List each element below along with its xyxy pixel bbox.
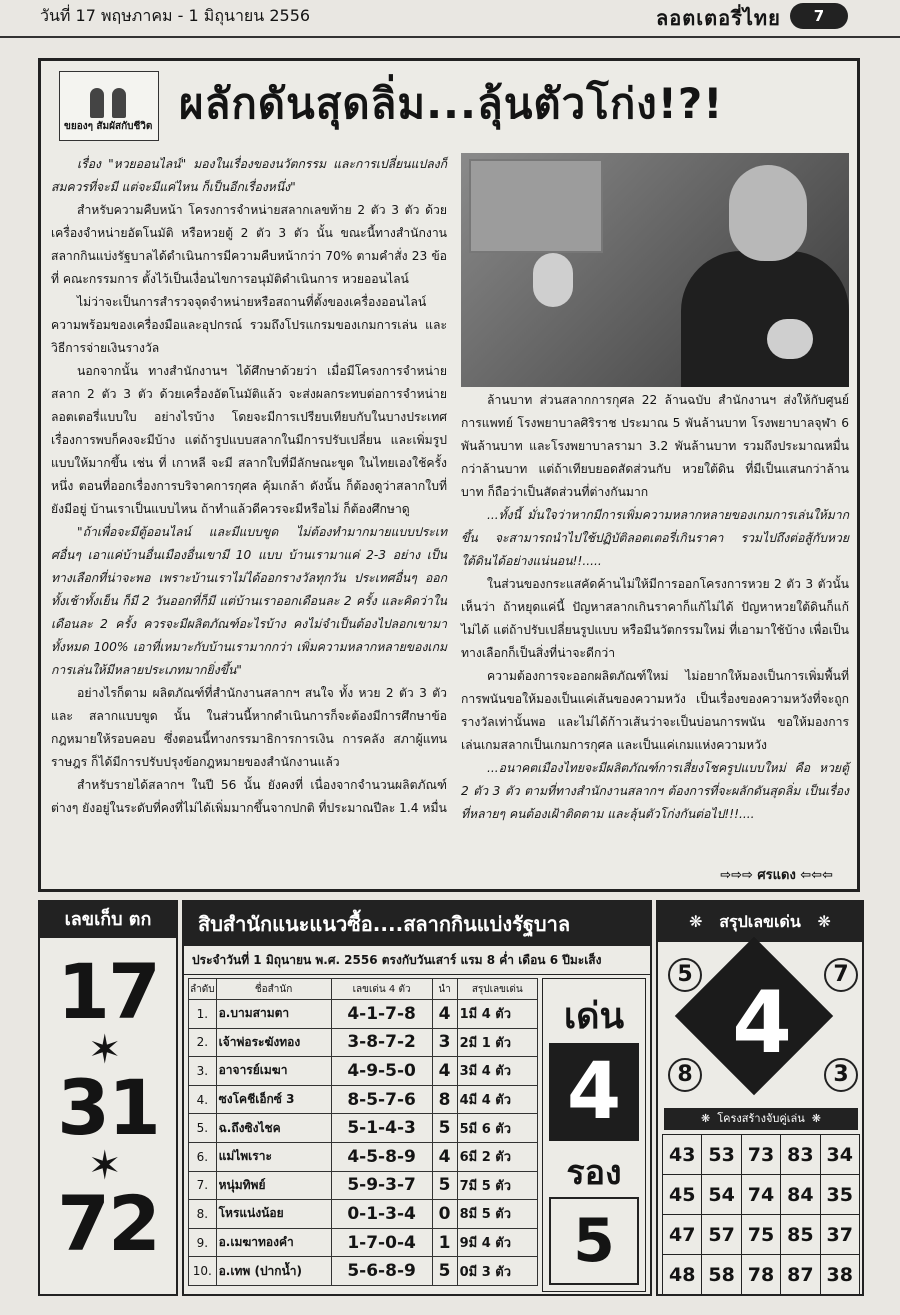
author-signature: ⇨⇨⇨ ศรแดง ⇦⇦⇦ (720, 868, 833, 883)
lucky-numbers: 5-1-4-3 (331, 1114, 432, 1143)
digit-summary: 5มี 6 ตัว (457, 1114, 537, 1143)
summary-title-text: สรุปเลขเด่น (719, 912, 801, 931)
ten-schools-title: สิบสำนักแนะแนวซื้อ....สลากกินแบ่งรัฐบาล (184, 902, 650, 946)
ten-schools-box (182, 900, 652, 1296)
lead-digit: 4 (432, 1057, 457, 1086)
pair-number: 38 (820, 1255, 859, 1295)
table-row (189, 1142, 538, 1171)
lead-digit: 5 (432, 1257, 457, 1286)
column-logo (59, 71, 159, 141)
row-number: 8. (189, 1200, 217, 1229)
table-header: ชื่อสำนัก (216, 979, 331, 1000)
digit-summary: 7มี 5 ตัว (457, 1171, 537, 1200)
pair-number: 57 (702, 1215, 741, 1255)
article-paragraph: อย่างไรก็ตาม ผลิตภัณฑ์ที่สำนักงานสลากฯ สนใจ ทั้ง หวย 2 ตัว 3 ตัว และ สลากแบบขูด นั้น ในส่วนนี้หากดำเนินการก็จะต้องมีการศึกษาข้อกฎหมายให้รอบคอบ ซึ่งตอนนี้ทางกรรมาธิการการเงิน การคลัง สภาผู้แทนราษฎร ก็ได้มีการปรับปรุงข้อกฎหมายของสำนักงานแล้ว (51, 686, 447, 769)
lucky-numbers: 5-9-3-7 (331, 1171, 432, 1200)
article-paragraph: เรื่อง "หวยออนไลน์" มองในเรื่องของนวัตกรรม และการเปลี่ยนแปลงก็สมควรที่จะมี แต่จะมีแค่ไหน ก็เป็นอีกเรื่องหนึ่ง" (51, 157, 447, 194)
table-header: สรุปเลขเด่น (457, 979, 537, 1000)
corner-digit: 8 (668, 1058, 702, 1092)
center-digit: 4 (732, 973, 792, 1073)
table-row (189, 1200, 538, 1229)
row-number: 9. (189, 1228, 217, 1257)
page-header (0, 0, 900, 38)
school-name: ซงโคชีเอ็กซ์ 3 (216, 1085, 331, 1114)
table-header: เลขเด่น 4 ตัว (331, 979, 432, 1000)
pairs-table (662, 1134, 860, 1295)
row-number: 3. (189, 1057, 217, 1086)
article-paragraph: ไม่ว่าจะเป็นการสำรวจจุดจำหน่ายหรือสถานที่ตั้งของเครื่องออนไลน์ ความพร้อมของเครื่องมือและอุปกรณ์ รวมถึงโปรแกรมของเกมการเล่น และวิธีการจ่ายเงินรางวัล (51, 295, 447, 355)
lucky-numbers: 4-9-5-0 (331, 1057, 432, 1086)
lead-digit: 5 (432, 1171, 457, 1200)
pairs-title (664, 1108, 858, 1130)
pair-number: 85 (781, 1215, 820, 1255)
article-paragraph: นอกจากนั้น ทางสำนักงานฯ ได้ศึกษาด้วยว่า เมื่อมีโครงการจำหน่ายสลาก 2 ตัว 3 ตัว ด้วยเครื่องอัตโนมัติแล้ว จะส่งผลกระทบต่อการจำหน่าย ลอตเตอรี่แบบใบ อย่างไรบ้าง โดยจะมีการเปรียบเทียบกับในบางประเทศ เรื่องการพบก็คงจะมีบ้าง แต่ถ้ารูปแบบสลากในมีการปรับเปลี่ยน และเพิ่มรูปแบบให้มากขึ้น เช่น ที่ เกาหลี จะมี สลากใบที่มีลักษณะขูด ในไทยเองใช้ครั้งหนึ่ง ตอนที่ออกเรื่องการบริจาคการกุศล คุ้มเกล้า ดังนั้น ก็ต้องดูว่าสลากใบที่ยังมีอยู่ บ้านเราเป็นแบบไหน ถ้าทำแล้วดีควรจะมีหรือไม่ ก็ต้องศึกษาดู (51, 364, 447, 516)
pair-number: 34 (820, 1135, 859, 1175)
pair-number: 37 (820, 1215, 859, 1255)
kept-number: 17 (57, 947, 159, 1036)
row-number: 6. (189, 1142, 217, 1171)
main-digit: 4 (549, 1043, 639, 1141)
flower-icon: ❋ (811, 1112, 821, 1125)
pair-number: 47 (663, 1215, 702, 1255)
kept-numbers-title: เลขเก็บ ตก (40, 902, 176, 938)
publication-name: ลอตเตอรี่ไทย (656, 6, 781, 30)
pair-number: 75 (741, 1215, 780, 1255)
pairs-row (663, 1215, 860, 1255)
pair-number: 58 (702, 1255, 741, 1295)
digit-summary: 9มี 4 ตัว (457, 1228, 537, 1257)
table-row (189, 1000, 538, 1029)
article-paragraph: ในส่วนของกระแสคัดค้านไม่ให้มีการออกโครงการหวย 2 ตัว 3 ตัวนั้น เห็นว่า ถ้าหยุดแค่นี้ ปัญหาสลากเกินราคาก็แก้ไม่ได้ ปัญหาหวยใต้ดินก็แก้ไม่ได้ แต่ถ้าปรับเปลี่ยนรูปแบบ หรือมีนวัตกรรมใหม่ ที่เอามาใช้บ้าง เพื่อเป็นทางเลือกก็เป็นสิ่งที่น่าจะดีกว่า (461, 577, 849, 660)
pairs-row (663, 1255, 860, 1295)
featured-digits (542, 978, 646, 1292)
school-name: ฉ.ถึงซิงไชค (216, 1114, 331, 1143)
table-row (189, 1171, 538, 1200)
lucky-numbers: 0-1-3-4 (331, 1200, 432, 1229)
digit-summary: 1มี 4 ตัว (457, 1000, 537, 1029)
article-paragraph: ...อนาคตเมืองไทยจะมีผลิตภัณฑ์การเสี่ยงโชครูปแบบใหม่ คือ หวยตู้ 2 ตัว 3 ตัว ตามที่ทางสำนักงานสลากฯ ต้องการที่จะผลักดันสุดลิ่ม เป็นเรื่องที่หลายๆ คนต้องเฝ้าติดตาม และลุ้นตัวโก่งกันต่อไป!!!.... (461, 761, 849, 821)
table-row (189, 1257, 538, 1286)
school-name: อ.บามสามตา (216, 1000, 331, 1029)
pair-number: 73 (741, 1135, 780, 1175)
page-number: 7 (790, 3, 848, 29)
digit-summary: 6มี 2 ตัว (457, 1142, 537, 1171)
flower-icon: ❋ (701, 1112, 711, 1125)
row-number: 7. (189, 1171, 217, 1200)
row-number: 5. (189, 1114, 217, 1143)
column-logo-text: ขยองๆ สัมผัสกับชีวิต (64, 121, 153, 132)
corner-digit: 7 (824, 958, 858, 992)
table-row (189, 1028, 538, 1057)
pair-number: 78 (741, 1255, 780, 1295)
lead-digit: 3 (432, 1028, 457, 1057)
article-paragraph: ...ทั้งนี้ มั่นใจว่าหากมีการเพิ่มความหลากหลายของเกมการเล่นให้มากขึ้น จะสามารถนำไปใช้ปฏิบัติลอตเตอรี่เกินราคา รวมไปถึงต่อสู้กับหวยใต้ดินได้อย่างแน่นอน!!..... (461, 508, 849, 568)
pair-number: 48 (663, 1255, 702, 1295)
row-number: 10. (189, 1257, 217, 1286)
schools-table (188, 978, 538, 1286)
school-name: อาจารย์เมฆา (216, 1057, 331, 1086)
pair-number: 83 (781, 1135, 820, 1175)
star-icon: ✶ (88, 1143, 122, 1189)
article-column-right (461, 389, 849, 826)
lead-digit: 1 (432, 1228, 457, 1257)
table-header: ลำดับ (189, 979, 217, 1000)
row-number: 2. (189, 1028, 217, 1057)
lucky-numbers: 8-5-7-6 (331, 1085, 432, 1114)
article-paragraph: ความต้องการจะออกผลิตภัณฑ์ใหม่ ไม่อยากให้มองเป็นการเพิ่มพื้นที่การพนันขอให้มองเป็นแค่เส้นของความหวัง เป็นเรื่องของความหวังที่จะถูกรางวัลเท่านั้นพอ และไม่ได้ก้าวเส้นว่าจะเป็นบ่อนการพนัน ขอให้มองการเล่นเกมสลากเป็นเกมการกุศล และเป็นแค่เกมแห่งความหวัง (461, 669, 849, 752)
article-paragraph: "ถ้าเพื่อจะมีตู้ออนไลน์ และมีแบบขูด ไม่ต้องทำมากมายแบบประเทศอื่นๆ เอาแค่บ้านอื่นเมืองอื่นเขามี 10 แบบ บ้านเรามาแค่ 2-3 อย่าง เป็นทางเลือกที่น่าจะพอ เพราะบ้านเราไม่ได้ออกรางวัลทุกวัน ประเทศอื่นๆ ออกทั้งเช้าทั้งเย็น ก็มี 2 วันออกที่ก็มี แต่บ้านเราออกเดือนละ 2 ครั้ง และคิดว่าในเดือนละ 2 ครั้ง ควรจะมีผลิตภัณฑ์อะไรบ้าง คงไม่จำเป็นต้องไปลอกเขามาทั้งหมด 100% เอาที่เหมาะกับบ้านเรามากกว่า เพิ่มความหลากหลายของเกมการเล่นให้มีหลายประเภทมากยิ่งขึ้น" (51, 525, 447, 677)
draw-date-line: ประจำวันที่ 1 มิถุนายน พ.ศ. 2556 ตรงกับวันเสาร์ แรม 8 ค่ำ เดือน 6 ปีมะเส็ง (184, 946, 650, 975)
pair-number: 74 (741, 1175, 780, 1215)
lucky-numbers: 3-8-7-2 (331, 1028, 432, 1057)
table-row (189, 1085, 538, 1114)
lead-digit: 8 (432, 1085, 457, 1114)
second-digit: 5 (549, 1197, 639, 1285)
corner-digit: 5 (668, 958, 702, 992)
summary-title (658, 902, 862, 942)
pair-number: 54 (702, 1175, 741, 1215)
pair-number: 87 (781, 1255, 820, 1295)
lead-digit: 4 (432, 1000, 457, 1029)
pairs-row (663, 1175, 860, 1215)
lead-digit: 5 (432, 1114, 457, 1143)
school-name: อ.เมฆาทองคำ (216, 1228, 331, 1257)
article-paragraph: ล้านบาท ส่วนสลากการกุศล 22 ล้านฉบับ สำนักงานฯ ส่งให้กับศูนย์การแพทย์ โรงพยาบาลศิริราช ประมาณ 5 พันล้านบาท โรงพยาบาลจุฬา 6 พันล้านบาท และโรงพยาบาลรามา 3.2 พันล้านบาท รวมถึงประมาณหมื่นกว่าล้านบาท แต่ถ้าเทียบยอดสัดส่วนกับ หวยใต้ดิน ที่มีเป็นแสนกว่าล้านบาท ก็ถือว่าเป็นสัดส่วนที่ต่างกันมาก (461, 393, 849, 499)
table-row (189, 1228, 538, 1257)
lucky-numbers: 1-7-0-4 (331, 1228, 432, 1257)
lucky-numbers: 5-6-8-9 (331, 1257, 432, 1286)
second-digit-label: รอง (566, 1153, 622, 1193)
article-column-left (51, 153, 447, 820)
school-name: เจ้าพ่อระฆังทอง (216, 1028, 331, 1057)
article-photo (461, 153, 849, 387)
lucky-numbers: 4-5-8-9 (331, 1142, 432, 1171)
row-number: 4. (189, 1085, 217, 1114)
digit-summary: 2มี 1 ตัว (457, 1028, 537, 1057)
pair-number: 35 (820, 1175, 859, 1215)
digit-summary: 8มี 5 ตัว (457, 1200, 537, 1229)
flower-icon: ❋ (817, 912, 831, 931)
digit-summary: 4มี 4 ตัว (457, 1085, 537, 1114)
pairs-title-text: โครงสร้างจับคู่เล่น (717, 1112, 805, 1125)
lucky-numbers: 4-1-7-8 (331, 1000, 432, 1029)
pairs-row (663, 1135, 860, 1175)
row-number: 1. (189, 1000, 217, 1029)
pair-number: 45 (663, 1175, 702, 1215)
article-paragraph: สำหรับรายได้สลากฯ ในปี 56 นั้น ยังคงที่ เนื่องจากจำนวนผลิตภัณฑ์ต่างๆ ยังอยู่ในระดับที่คงที่ไม่ได้เพิ่มมากขึ้นจากปกติ ที่ประมาณปีละ 1.4 หมื่น (51, 778, 447, 815)
school-name: โหรแน่งน้อย (216, 1200, 331, 1229)
kept-number: 31 (57, 1063, 159, 1152)
feature-article (38, 58, 860, 892)
lead-digit: 0 (432, 1200, 457, 1229)
kept-numbers-box (38, 900, 178, 1296)
school-name: อ.เทพ (ปากน้ำ) (216, 1257, 331, 1286)
flower-icon: ❋ (689, 912, 703, 931)
table-header: นำ (432, 979, 457, 1000)
main-digit-label: เด่น (563, 996, 625, 1037)
table-row (189, 1057, 538, 1086)
digit-summary: 0มี 3 ตัว (457, 1257, 537, 1286)
article-headline: ผลักดันสุดลิ่ม...ลุ้นตัวโก่ง!?! (179, 79, 724, 128)
school-name: แม่ไพเราะ (216, 1142, 331, 1171)
pair-number: 84 (781, 1175, 820, 1215)
digit-summary: 3มี 4 ตัว (457, 1057, 537, 1086)
table-row (189, 1114, 538, 1143)
lead-digit: 4 (432, 1142, 457, 1171)
star-icon: ✶ (88, 1027, 122, 1073)
corner-digit: 3 (824, 1058, 858, 1092)
summary-box (656, 900, 864, 1296)
pair-number: 43 (663, 1135, 702, 1175)
school-name: หนุ่มทิพย์ (216, 1171, 331, 1200)
article-paragraph: สำหรับความคืบหน้า โครงการจำหน่ายสลากเลขท้าย 2 ตัว 3 ตัว ด้วยเครื่องจำหน่ายอัตโนมัติ หรือหวยตู้ 2 ตัว 3 ตัว นั้น ขณะนี้ทางสำนักงานสลากกินแบ่งรัฐบาลได้ดำเนินการมีความคืบหน้ากว่า 70% ตามคำสั่ง 23 ข้อที่ คณะกรรมการ ตั้งไว้เป็นเงื่อนไขการอนุมัติดำเนินการ หวยออนไลน์ (51, 203, 447, 286)
pair-number: 53 (702, 1135, 741, 1175)
issue-date: วันที่ 17 พฤษภาคม - 1 มิถุนายน 2556 (40, 6, 311, 25)
kept-number: 72 (57, 1179, 159, 1268)
